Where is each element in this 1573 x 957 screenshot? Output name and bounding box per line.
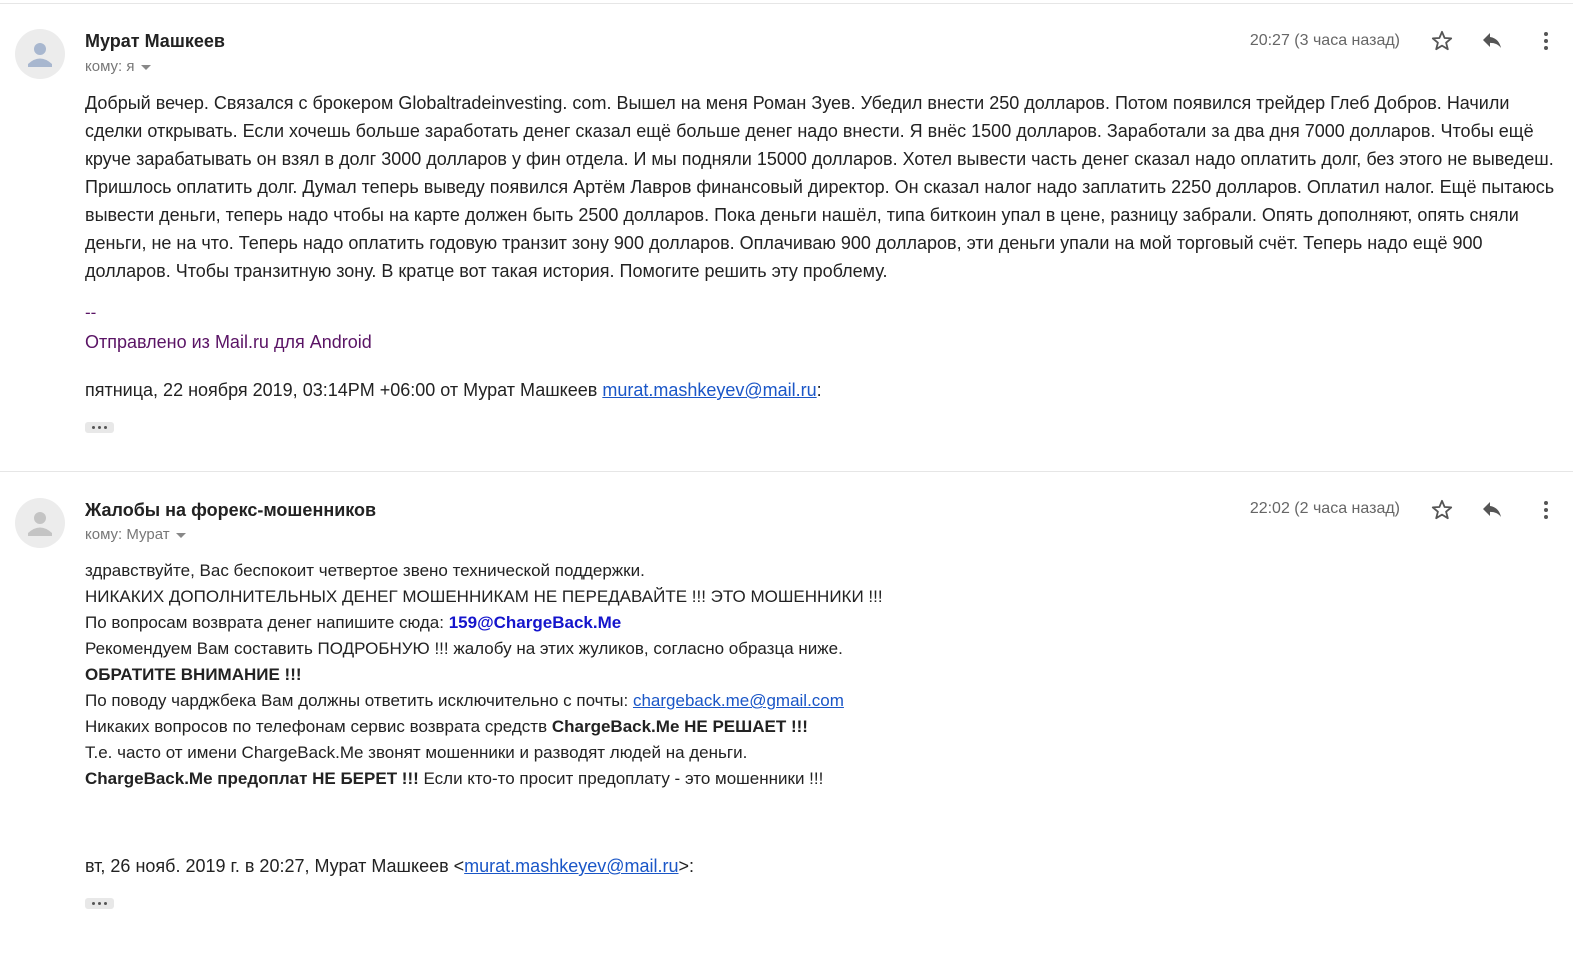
quote-prefix: пятница, 22 ноября 2019, 03:14PM +06:00 от Мурат Машкеев <box>85 380 603 400</box>
message-actions <box>1413 26 1573 56</box>
signature: Отправлено из Mail.ru для Android <box>85 332 372 352</box>
avatar[interactable] <box>15 29 65 79</box>
quote-suffix: : <box>816 380 822 400</box>
body-line: здравствуйте, Вас беспокоит четвертое звено технической поддержки. <box>85 561 645 580</box>
support-email: 159@ChargeBack.Me <box>448 613 622 632</box>
caret-down-icon <box>176 533 186 538</box>
sender-name: Жалобы на форекс-мошенников <box>85 500 377 520</box>
body-text: По вопросам возврата денег напишите сюда: <box>85 613 449 632</box>
more-vert-icon <box>1534 498 1558 522</box>
body-line: НИКАКИХ ДОПОЛНИТЕЛЬНЫХ ДЕНЕГ МОШЕННИКАМ НЕ ПЕРЕДАВАЙТЕ !!! ЭТО МОШЕННИКИ !!! <box>85 587 883 606</box>
message-1 <box>0 0 1573 470</box>
avatar[interactable] <box>15 498 65 548</box>
recipient-label: кому: Мурат <box>85 526 170 543</box>
ellipsis-icon <box>92 426 95 429</box>
message-time: 22:02 (2 часа назад) <box>1249 500 1400 517</box>
star-button[interactable] <box>1427 26 1457 56</box>
more-vert-icon <box>1534 29 1558 53</box>
quote-prefix: вт, 26 нояб. 2019 г. в 20:27, Мурат Машкеев < <box>85 856 465 876</box>
more-options-button[interactable] <box>1531 26 1561 56</box>
body-text: Если кто-то просит предоплату - это мошенники !!! <box>418 769 824 788</box>
body-bold-text: ОБРАТИТЕ ВНИМАНИЕ !!! <box>85 665 302 684</box>
message-body <box>85 558 1485 792</box>
body-line <box>85 610 1485 636</box>
more-options-button[interactable] <box>1531 495 1561 525</box>
person-icon <box>15 498 65 548</box>
recipient-dropdown[interactable] <box>85 526 186 543</box>
body-bold-text: ChargeBack.Me предоплат НЕ БЕРЕТ !!! <box>85 769 419 788</box>
body-line: Т.е. часто от имени ChargeBack.Me звонят мошенники и разводят людей на деньги. <box>85 743 748 762</box>
body-text: Никаких вопросов по телефонам сервис возврата средств <box>85 717 552 736</box>
body-line <box>85 766 1485 792</box>
recipient-label: кому: я <box>85 58 135 75</box>
body-line <box>85 688 1485 714</box>
body-line: Рекомендуем Вам составить ПОДРОБНУЮ !!! жалобу на этих жуликов, согласно образца ниже. <box>85 639 843 658</box>
quote-email-link[interactable]: murat.mashkeyev@mail.ru <box>602 380 817 400</box>
reply-button[interactable] <box>1477 26 1507 56</box>
show-trimmed-content-button[interactable] <box>85 898 114 909</box>
quote-suffix: >: <box>678 856 695 876</box>
person-icon <box>15 29 65 79</box>
star-button[interactable] <box>1427 495 1457 525</box>
quote-email-link[interactable]: murat.mashkeyev@mail.ru <box>464 856 679 876</box>
ellipsis-icon <box>92 902 95 905</box>
star-icon <box>1430 29 1454 53</box>
body-bold-text: ChargeBack.Me НЕ РЕШАЕТ !!! <box>551 717 808 736</box>
show-trimmed-content-button[interactable] <box>85 422 114 433</box>
caret-down-icon <box>141 65 151 70</box>
sender-name: Мурат Машкеев <box>85 31 225 51</box>
reply-icon <box>1480 498 1504 522</box>
quote-header <box>85 856 694 877</box>
body-line <box>85 662 1485 688</box>
message-actions <box>1413 495 1573 525</box>
reply-icon <box>1480 29 1504 53</box>
star-icon <box>1430 498 1454 522</box>
message-2 <box>0 472 1573 957</box>
signature-separator: -- <box>85 303 97 322</box>
quote-header <box>85 380 822 401</box>
body-line <box>85 714 1485 740</box>
recipient-dropdown[interactable] <box>85 58 151 75</box>
message-time: 20:27 (3 часа назад) <box>1249 32 1400 49</box>
message-body: Добрый вечер. Связался с брокером Globaltradeinvesting. com. Вышел на меня Роман Зуев. Убедил внести 250 долларов. Потом появился трейдер Глеб Добров. Начили сделки открывать. Если хочешь больше заработать денег сказал ещё больше денег надо внести. Я внёс 1500 долларов. Заработали за два дня 7000 долларов. Чтобы ещё круче зарабатывать он взял в долг 3000 долларов у фин отдела. И мы подняли 15000 долларов. Хотел вывести часть денег сказал надо оплатить долг, без этого не выведеш. Пришлось оплатить долг. Думал теперь выведу появился Артём Лавров финансовый директор. Он сказал налог надо заплатить 2250 долларов. Оплатил налог. Ещё пытаюсь вывести деньги, теперь надо чтобы на карте должен быть 2500 долларов. Пока деньги нашёл, типа биткоин упал в цене, разницу забрали. Опять дополняют, опять сняли деньги, не на что. Теперь надо оплатить годовую транзит зону 900 долларов. Оплачиваю 900 долларов, эти деньги упали на мой торговый счёт. Теперь надо ещё 900 долларов. Чтобы транзитную зону. В кратце вот такая история. Помогите решить эту проблему. <box>85 93 1555 281</box>
body-text: По поводу чарджбека Вам должны ответить исключительно с почты: <box>85 691 633 710</box>
reply-button[interactable] <box>1477 495 1507 525</box>
chargeback-email-link[interactable]: chargeback.me@gmail.com <box>632 691 844 710</box>
